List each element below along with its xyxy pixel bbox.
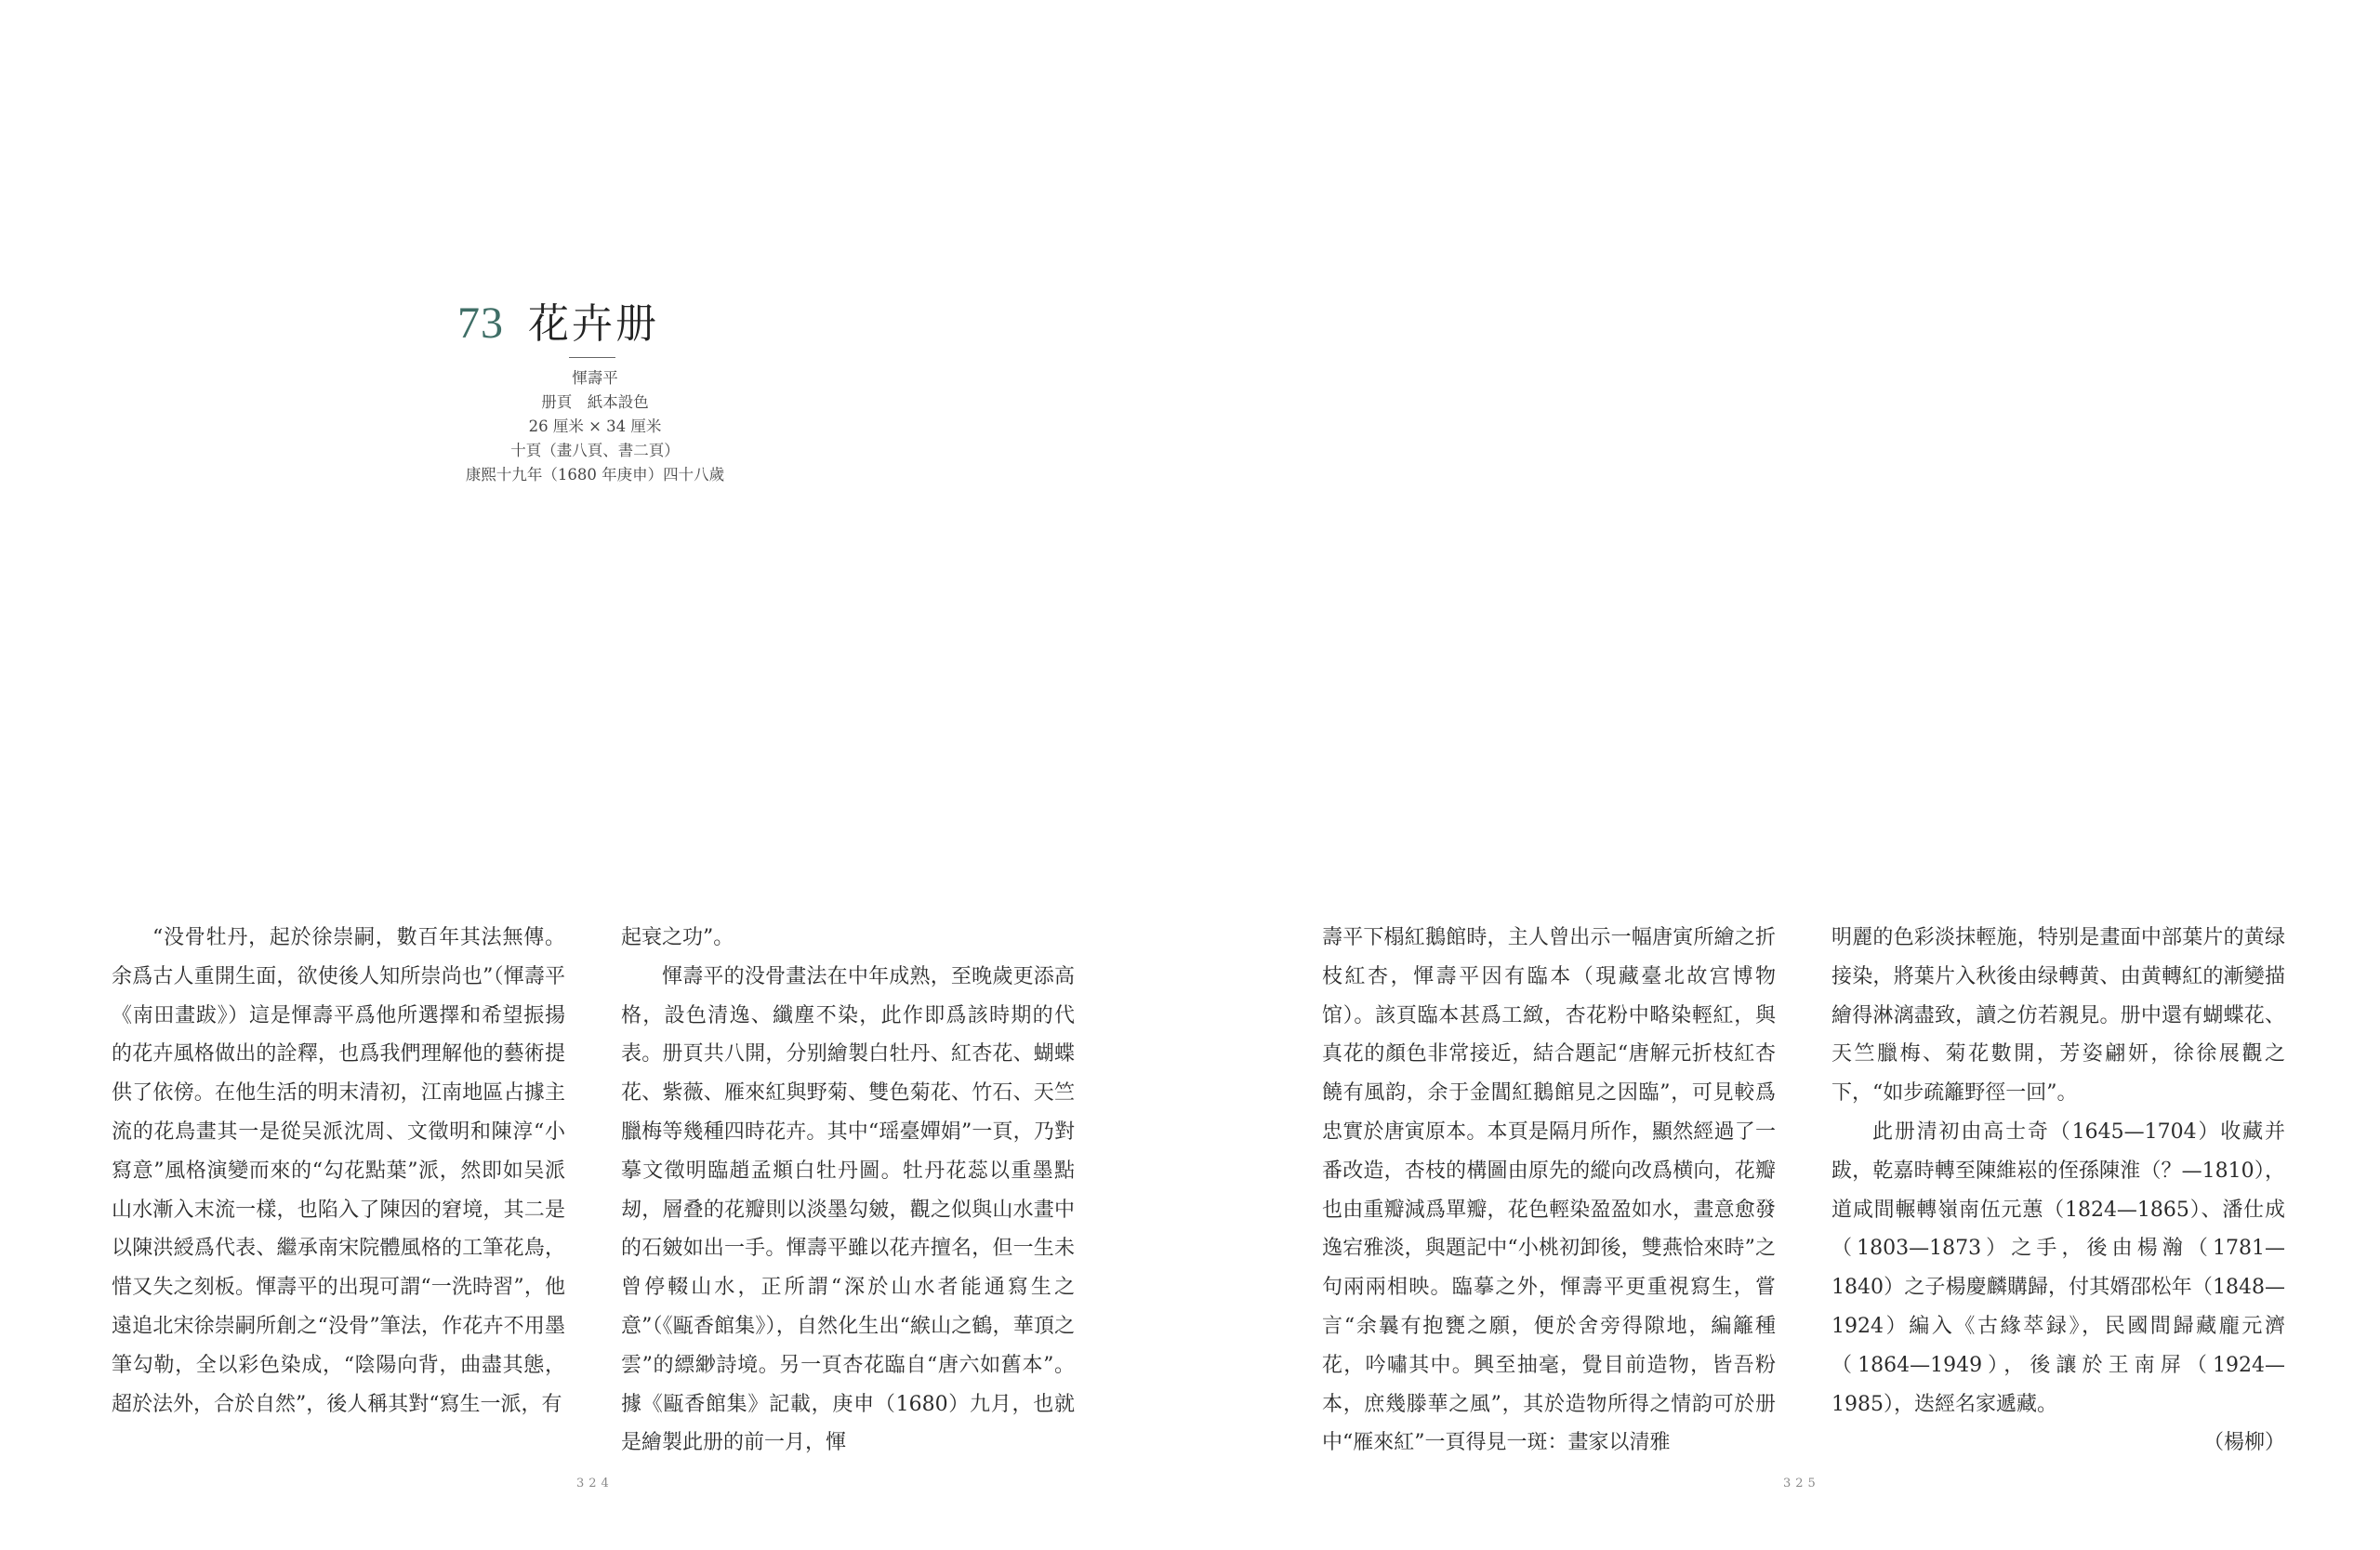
plate-number: 73 [457, 298, 504, 348]
page-number-right: 325 [1783, 1477, 1820, 1490]
author-signature: （楊柳） [2202, 1431, 2285, 1455]
text-column-1 [112, 919, 565, 1424]
text-column-4 [1831, 919, 2285, 1463]
paragraph: 起衰之功”。 [621, 926, 734, 949]
title-divider [569, 357, 615, 358]
paragraph: 壽平下榻紅鵝館時，主人曾出示一幅唐寅所繪之折枝紅杏，惲壽平因有臨本（現藏臺北故宫博物馆）。該頁臨本甚爲工緻，杏花粉中略染輕紅，與真花的顏色非常接近，結合題記“唐解元折枝紅杏饒有風韵，余于金閶紅鵝館見之因臨”，可見較爲忠實於唐寅原本。本頁是隔月所作，顯然經過了一番改造，杏枝的構圖由原先的縱向改爲横向，花瓣也由重瓣減爲單瓣，花色輕染盈盈如水，畫意愈發逸宕雅淡，與題記中“小桃初卸後，雙燕恰來時”之句兩兩相映。臨摹之外，惲壽平更重視寫生，嘗言“余曩有抱甕之願，便於舍旁得隙地，編籬種花，吟嘯其中。興至抽毫，覺目前造物，皆吾粉本，庶幾滕華之風”，其於造物所得之情韵可於册中“雁來紅”一頁得見一斑：畫家以清雅 [1322, 926, 1776, 1455]
meta-dimensions: 26 厘米 × 34 厘米 [528, 417, 662, 435]
meta-leaves: 十頁（畫八頁、書二頁） [510, 442, 680, 459]
text-column-3 [1322, 919, 1776, 1463]
paragraph: 惲壽平的没骨畫法在中年成熟，至晚歲更添高格，設色清逸、纖塵不染，此作即爲該時期的代表。册頁共八開，分别繪製白牡丹、紅杏花、蝴蝶花、紫薇、雁來紅與野菊、雙色菊花、竹石、天竺臘梅等幾種四時花卉。其中“瑶臺嬋娟”一頁，乃對摹文徵明臨趙孟頫白牡丹圖。牡丹花蕊以重墨點刼，層叠的花瓣則以淡墨勾皴，觀之似與山水畫中的石皴如出一手。惲壽平雖以花卉擅名，但一生未曾停輟山水，正所謂“深於山水者能通寫生之意”（《甌香館集》），自然化生出“緱山之鶴，華頂之雲”的縹緲詩境。另一頁杏花臨自“唐六如舊本”。據《甌香館集》記載，庚申（1680）九月，也就是繪製此册的前一月，惲 [621, 964, 1075, 1455]
page-number-left: 324 [576, 1477, 614, 1490]
paragraph: 此册清初由高士奇（1645—1704）收藏并跋，乾嘉時轉至陳維崧的侄孫陳淮（？—1810），道咸間輾轉嶺南伍元蕙（1824—1865）、潘仕成（1803—1873）之手，後由楊瀚（1781—1840）之子楊慶麟購歸，付其婿邵松年（1848—1924）編入《古緣萃録》，民國間歸藏龐元濟（1864—1949），後讓於王南屏（1924—1985），迭經名家遞藏。 [1831, 1119, 2285, 1416]
title-line [457, 290, 659, 350]
artwork-metadata [456, 366, 734, 487]
paragraph: 明麗的色彩淡抹輕施，特别是畫面中部葉片的黄绿接染，將葉片入秋後由绿轉黄、由黄轉紅的漸變描繪得淋漓盡致，讀之仿若親見。册中還有蝴蝶花、天竺臘梅、菊花數開，芳姿翩妍，徐徐展觀之下，“如步疏籬野徑一回”。 [1831, 926, 2285, 1106]
text-column-2 [621, 919, 1075, 1463]
plate-title-block [457, 290, 659, 350]
paragraph: “没骨牡丹，起於徐崇嗣，數百年其法無傳。余爲古人重開生面，欲使後人知所崇尚也”（惲壽平《南田畫跋》）這是惲壽平爲他所選擇和希望振揚的花卉風格做出的詮釋，也爲我們理解他的藝術提供了依傍。在他生活的明末清初，江南地區占據主流的花鳥畫其一是從吴派沈周、文徵明和陳淳“小寫意”風格演變而來的“勾花點葉”派，然即如吴派山水漸入末流一樣，也陷入了陳因的窘境，其二是以陳洪綬爲代表、繼承南宋院體風格的工筆花鳥，惜又失之刻板。惲壽平的出現可謂“一洗時習”，他遠追北宋徐崇嗣所創之“没骨”筆法，作花卉不用墨筆勾勒，全以彩色染成，“陰陽向背，曲盡其態，超於法外，合於自然”，後人稱其對“寫生一派，有 [112, 926, 565, 1416]
meta-medium: 册頁 紙本設色 [541, 393, 649, 411]
plate-title: 花卉册 [528, 300, 659, 348]
meta-artist: 惲壽平 [572, 369, 618, 387]
meta-date: 康熙十九年（1680 年庚申）四十八歲 [465, 466, 725, 484]
